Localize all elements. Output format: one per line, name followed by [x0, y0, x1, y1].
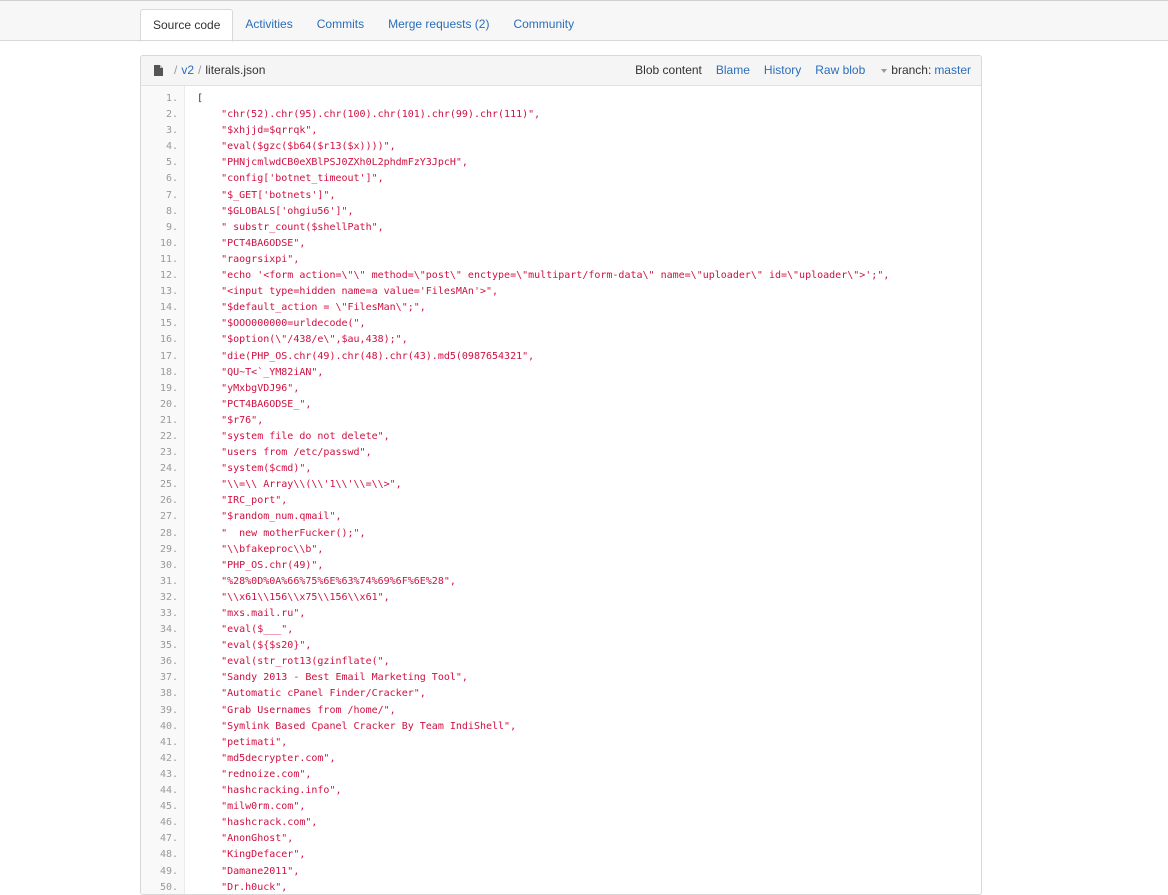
code-line	[141, 477, 981, 493]
code-text: "$xhjjd=$qrrqk",	[197, 125, 318, 137]
line-number[interactable]: 1.	[165, 93, 178, 104]
code-line	[141, 751, 981, 767]
code-text: "AnonGhost",	[197, 833, 294, 845]
code-line	[141, 236, 981, 252]
code-text: "yMxbgVDJ96",	[197, 382, 300, 394]
code-text: "PCT4BA6ODSE",	[197, 237, 306, 249]
code-viewer	[141, 86, 981, 895]
code-text: "petimati",	[197, 736, 288, 748]
line-number[interactable]: 23.	[159, 447, 178, 459]
code-line	[141, 252, 981, 268]
line-number[interactable]: 46.	[159, 817, 178, 829]
code-line	[141, 445, 981, 461]
code-text: "mxs.mail.ru",	[197, 608, 306, 619]
code-text: "system($cmd)",	[197, 463, 312, 475]
code-line	[141, 107, 981, 123]
code-line	[141, 509, 981, 525]
code-text: [	[197, 93, 204, 104]
line-number[interactable]: 12.	[159, 270, 178, 282]
line-number[interactable]: 42.	[159, 752, 178, 764]
breadcrumb-folder-link[interactable]: v2	[181, 63, 195, 77]
code-text: "KingDefacer",	[197, 849, 306, 861]
line-number[interactable]: 16.	[159, 334, 178, 346]
code-text: "echo '<form action=\"\" method=\"post\" enctype=\"multipart/form-data\" name=\"uploader\" id=\"uploader\">';",	[197, 270, 890, 282]
line-number[interactable]: 48.	[159, 849, 178, 861]
line-number[interactable]: 25.	[159, 479, 178, 491]
line-number[interactable]: 9.	[165, 221, 178, 233]
code-line	[141, 349, 981, 365]
line-number[interactable]: 21.	[159, 414, 178, 426]
line-number[interactable]: 20.	[159, 398, 178, 410]
line-number[interactable]: 13.	[159, 286, 178, 298]
branch-label: branch:	[891, 63, 932, 77]
code-text: "Symlink Based Cpanel Cracker By Team IndiShell",	[197, 720, 517, 732]
line-number[interactable]: 39.	[159, 704, 178, 716]
line-number[interactable]: 29.	[159, 543, 178, 555]
file-panel	[140, 55, 982, 895]
breadcrumb-separator: /	[174, 63, 178, 77]
code-line	[141, 300, 981, 316]
code-text: "hashcracking.info",	[197, 785, 342, 797]
code-line	[141, 783, 981, 799]
branch-name[interactable]: master	[934, 63, 971, 77]
code-line	[141, 204, 981, 220]
code-text: "Automatic cPanel Finder/Cracker",	[197, 688, 426, 700]
line-number[interactable]: 11.	[159, 253, 178, 265]
line-number[interactable]: 47.	[159, 833, 178, 845]
code-text: "users from /etc/passwd",	[197, 447, 372, 459]
line-number[interactable]: 28.	[159, 527, 178, 539]
code-line	[141, 139, 981, 155]
code-text: "eval(${$s20}",	[197, 640, 312, 652]
code-text: "system file do not delete",	[197, 430, 390, 442]
code-lines	[141, 91, 981, 895]
code-line	[141, 686, 981, 702]
history-link[interactable]: History	[763, 63, 802, 77]
line-number[interactable]: 19.	[159, 382, 178, 394]
code-line	[141, 268, 981, 284]
caret-down-icon	[881, 69, 887, 73]
code-text: "$OOO000000=urldecode(",	[197, 318, 366, 330]
line-number[interactable]: 3.	[165, 125, 178, 137]
code-line	[141, 864, 981, 880]
code-text: "PCT4BA6ODSE_",	[197, 398, 312, 410]
raw-blob-link[interactable]: Raw blob	[815, 63, 866, 77]
code-text: "<input type=hidden name=a value='FilesMAn'>",	[197, 286, 499, 298]
code-line	[141, 316, 981, 332]
code-line	[141, 381, 981, 397]
file-actions	[621, 56, 971, 85]
line-number[interactable]: 34.	[159, 624, 178, 636]
tab-merge-requests[interactable]: Merge requests (2)	[388, 17, 490, 31]
code-line	[141, 365, 981, 381]
branch-selector[interactable]	[881, 56, 971, 85]
line-number[interactable]: 2.	[165, 109, 178, 121]
code-line	[141, 574, 981, 590]
code-text: "Grab Usernames from /home/",	[197, 704, 396, 716]
code-line	[141, 461, 981, 477]
code-line	[141, 590, 981, 606]
line-number[interactable]: 14.	[159, 302, 178, 314]
code-line	[141, 703, 981, 719]
line-number[interactable]: 41.	[159, 736, 178, 748]
code-text: "\\x61\\156\\x75\\156\\x61",	[197, 591, 390, 603]
line-number[interactable]: 36.	[159, 656, 178, 668]
line-number[interactable]: 15.	[159, 318, 178, 330]
code-line	[141, 622, 981, 638]
line-number[interactable]: 4.	[165, 141, 178, 153]
code-text: "$option(\"/438/e\",$au,438);",	[197, 334, 408, 346]
line-number[interactable]: 22.	[159, 430, 178, 442]
line-number[interactable]: 7.	[165, 189, 178, 201]
code-line	[141, 606, 981, 622]
code-text: "$GLOBALS['ohgiu56']",	[197, 205, 354, 217]
code-line	[141, 220, 981, 236]
code-line	[141, 735, 981, 751]
code-text: "eval($gzc($b64($r13($x))))",	[197, 141, 396, 153]
line-number[interactable]: 17.	[159, 350, 178, 362]
code-line	[141, 542, 981, 558]
code-text: "md5decrypter.com",	[197, 752, 336, 764]
code-text: "eval(str_rot13(gzinflate(",	[197, 656, 390, 668]
line-number[interactable]: 37.	[159, 672, 178, 684]
code-text: "Damane2011",	[197, 865, 300, 877]
code-line	[141, 558, 981, 574]
line-number[interactable]: 45.	[159, 801, 178, 813]
line-number[interactable]: 30.	[159, 559, 178, 571]
tab-activities[interactable]: Activities	[245, 17, 293, 31]
line-number[interactable]: 31.	[159, 575, 178, 587]
code-text: "PHNjcmlwdCB0eXBlPSJ0ZXh0L2phdmFzY3JpcH",	[197, 157, 468, 169]
code-line	[141, 284, 981, 300]
tab-commits[interactable]: Commits	[316, 17, 365, 31]
code-text: "die(PHP_OS.chr(49).chr(48).chr(43).md5(0987654321",	[197, 350, 535, 362]
line-number[interactable]: 35.	[159, 640, 178, 652]
code-text: "hashcrack.com",	[197, 817, 318, 829]
code-line	[141, 188, 981, 204]
code-line	[141, 638, 981, 654]
code-text: "\\bfakeproc\\b",	[197, 543, 324, 555]
code-line	[141, 397, 981, 413]
code-text: " new motherFucker();",	[197, 527, 366, 539]
code-line	[141, 719, 981, 735]
line-number[interactable]: 49.	[159, 865, 178, 877]
line-number[interactable]: 32.	[159, 591, 178, 603]
code-line	[141, 429, 981, 445]
line-number[interactable]: 5.	[165, 157, 178, 169]
code-line	[141, 123, 981, 139]
breadcrumb	[154, 56, 265, 85]
code-text: "%28%0D%0A%66%75%6E%63%74%69%6F%6E%28",	[197, 575, 456, 587]
blame-link[interactable]: Blame	[715, 63, 750, 77]
code-line	[141, 767, 981, 783]
code-line	[141, 831, 981, 847]
line-number[interactable]: 24.	[159, 463, 178, 475]
code-line	[141, 155, 981, 171]
code-line	[141, 880, 981, 895]
line-number[interactable]: 26.	[159, 495, 178, 507]
code-line	[141, 670, 981, 686]
code-text: " substr_count($shellPath",	[197, 221, 384, 233]
file-icon	[154, 65, 163, 76]
code-text: "chr(52).chr(95).chr(100).chr(101).chr(99).chr(111)",	[197, 109, 541, 121]
tab-divider	[140, 40, 982, 41]
blob-content-link[interactable]: Blob content	[635, 63, 702, 77]
code-line	[141, 654, 981, 670]
code-text: "config['botnet_timeout']",	[197, 173, 384, 185]
code-text: "raogrsixpi",	[197, 253, 300, 265]
line-number[interactable]: 8.	[165, 205, 178, 217]
code-line	[141, 847, 981, 863]
breadcrumb-separator: /	[198, 63, 202, 77]
code-text: "$default_action = \"FilesMan\";",	[197, 302, 426, 314]
code-text: "$random_num.qmail",	[197, 511, 342, 523]
code-line	[141, 332, 981, 348]
tab-community[interactable]: Community	[513, 17, 575, 31]
line-number[interactable]: 50.	[159, 881, 178, 893]
code-line	[141, 493, 981, 509]
tab-source-code[interactable]: Source code	[140, 9, 233, 42]
code-text: "Dr.h0uck",	[197, 881, 288, 893]
line-number[interactable]: 18.	[159, 366, 178, 378]
code-text: "\\=\\ Array\\(\\'1\\'\\=\\>",	[197, 479, 402, 491]
code-text: "$_GET['botnets']",	[197, 189, 336, 201]
code-line	[141, 526, 981, 542]
code-line	[141, 91, 981, 107]
code-text: "IRC_port",	[197, 495, 288, 507]
code-text: "milw0rm.com",	[197, 801, 306, 813]
line-number[interactable]: 44.	[159, 785, 178, 797]
file-name: literals.json	[205, 63, 266, 77]
line-number[interactable]: 6.	[165, 173, 178, 185]
code-line	[141, 171, 981, 187]
code-line	[141, 799, 981, 815]
code-text: "Sandy 2013 - Best Email Marketing Tool",	[197, 672, 468, 684]
code-text: "eval($___",	[197, 624, 294, 636]
code-text: "$r76",	[197, 414, 264, 426]
code-line	[141, 815, 981, 831]
line-number[interactable]: 40.	[159, 720, 178, 732]
code-line	[141, 413, 981, 429]
line-number[interactable]: 10.	[159, 237, 178, 249]
line-number[interactable]: 33.	[159, 608, 178, 619]
code-text: "rednoize.com",	[197, 768, 312, 780]
code-text: "QU~T<`_YM82iAN",	[197, 366, 324, 378]
line-number[interactable]: 43.	[159, 768, 178, 780]
project-tabs	[140, 9, 586, 41]
file-header	[141, 56, 981, 86]
code-text: "PHP_OS.chr(49)",	[197, 559, 324, 571]
line-number[interactable]: 38.	[159, 688, 178, 700]
line-number[interactable]: 27.	[159, 511, 178, 523]
